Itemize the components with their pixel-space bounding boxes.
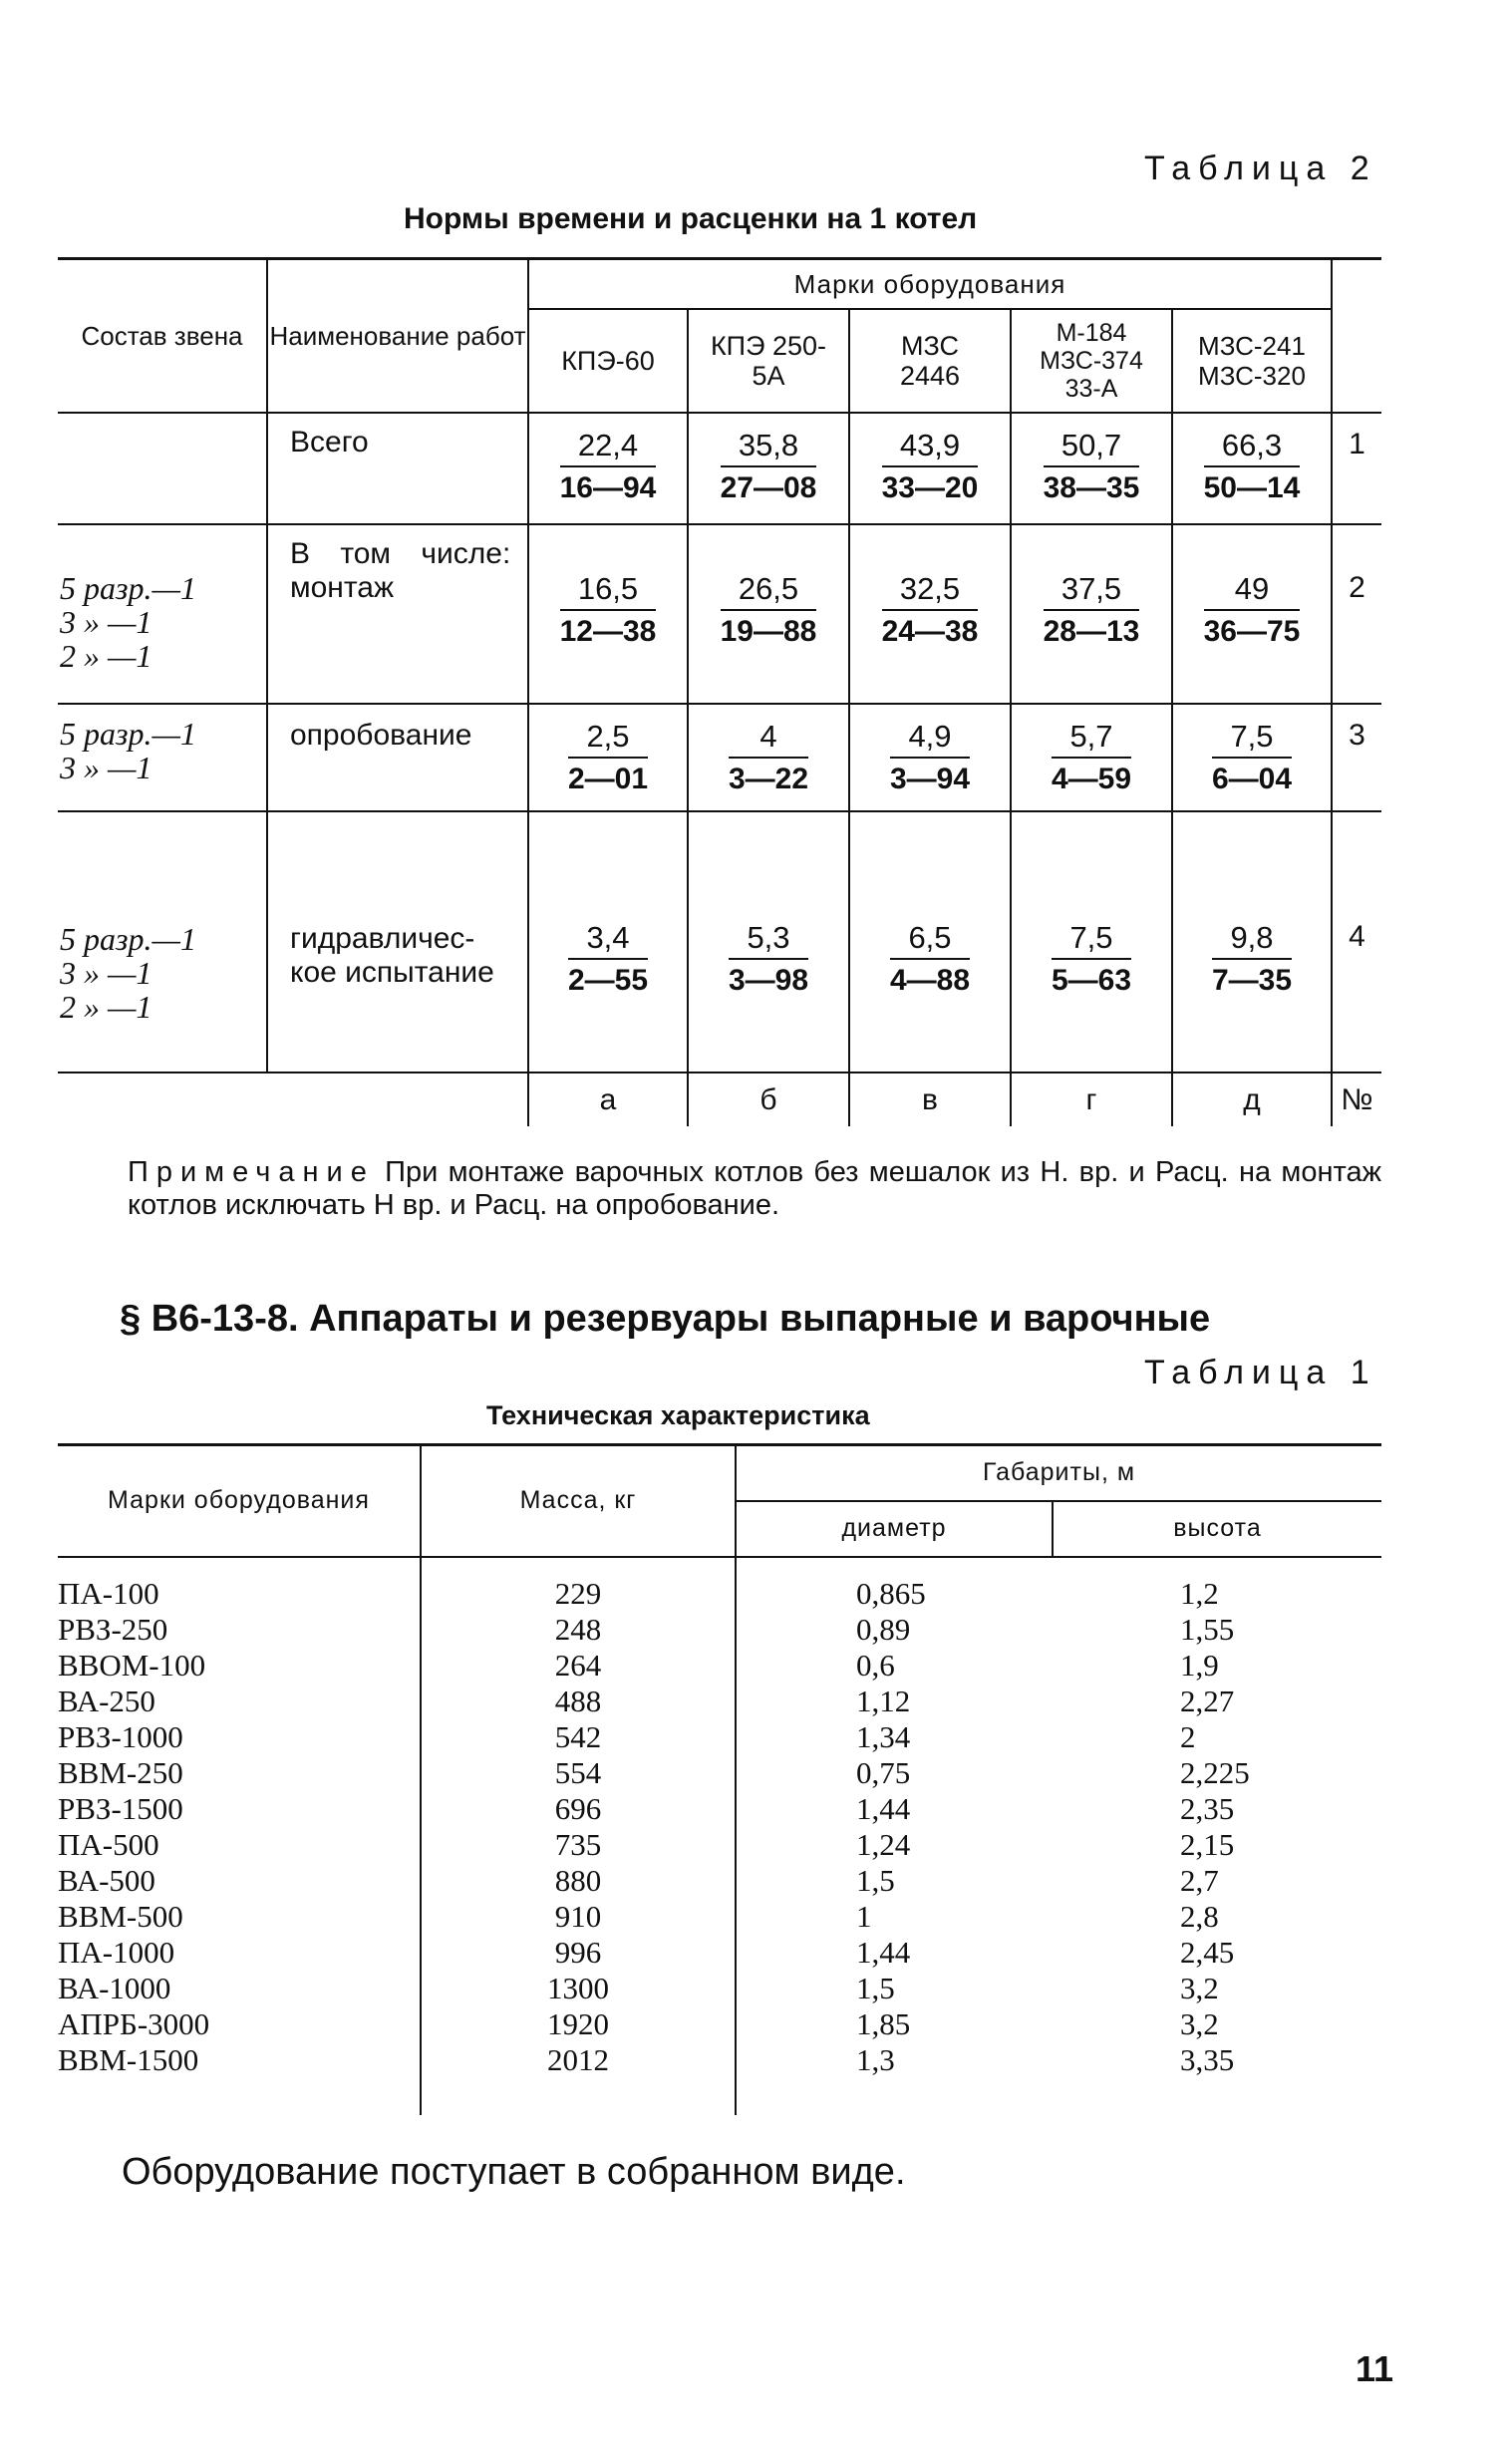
value-cell: $\frac{6,5}{4—88}$ bbox=[849, 811, 1011, 1073]
list-item: 996 bbox=[554, 1934, 602, 1970]
crew-composition: 5 разр.—1 3 » —1 2 » —1 bbox=[58, 524, 267, 704]
list-item: ВВМ-500 bbox=[58, 1898, 183, 1934]
list-item: ВВМ-250 bbox=[58, 1754, 183, 1790]
row-number: 2 bbox=[1349, 571, 1365, 604]
list-item: ВА-500 bbox=[58, 1862, 155, 1898]
list-item: 910 bbox=[554, 1898, 602, 1934]
value-cell: $\frac{66,3}{50—14}$ bbox=[1172, 413, 1332, 524]
list-item: 1300 bbox=[547, 1970, 609, 2005]
list-item: 1,85 bbox=[856, 2005, 911, 2041]
header-brand-1: КПЭ-60 bbox=[528, 309, 688, 413]
value-cell: $\frac{37,5}{28—13}$ bbox=[1011, 524, 1172, 704]
list-item: 1,5 bbox=[856, 1970, 895, 2005]
list-item: 0,6 bbox=[856, 1647, 895, 1683]
list-item: 2,45 bbox=[1180, 1934, 1235, 1970]
note-label: Примечание bbox=[128, 1156, 375, 1188]
list-item: 1,3 bbox=[856, 2041, 895, 2077]
crew-composition: 5 разр.—1 3 » —1 2 » —1 bbox=[58, 811, 267, 1073]
norms-table bbox=[58, 257, 1381, 1126]
list-item: 735 bbox=[554, 1826, 602, 1862]
list-item: 1,44 bbox=[856, 1790, 911, 1826]
list-item: РВЗ-1000 bbox=[58, 1718, 183, 1754]
list-item: 1,5 bbox=[856, 1862, 895, 1898]
header-brand-3: МЗС 2446 bbox=[849, 309, 1011, 413]
value-cell: $\frac{4}{3—22}$ bbox=[688, 704, 849, 811]
value-cell: $\frac{2,5}{2—01}$ bbox=[528, 704, 688, 811]
header-brand-5: МЗС-241 МЗС-320 bbox=[1172, 309, 1332, 413]
work-testing: опробование bbox=[267, 704, 528, 811]
value-cell: $\frac{9,8}{7—35}$ bbox=[1172, 811, 1332, 1073]
column-letter: г bbox=[1011, 1073, 1172, 1126]
page-number: 11 bbox=[1356, 2348, 1394, 2389]
value-cell: $\frac{16,5}{12—38}$ bbox=[528, 524, 688, 704]
list-item: РВЗ-1500 bbox=[58, 1790, 183, 1826]
work-hydraulic-test: гидравличес- кое испытание bbox=[267, 811, 528, 1073]
list-item: 1,44 bbox=[856, 1934, 911, 1970]
list-item: 248 bbox=[554, 1611, 602, 1647]
column-letter: а bbox=[528, 1073, 688, 1126]
list-item: 696 bbox=[554, 1790, 602, 1826]
list-item: 554 bbox=[554, 1754, 602, 1790]
list-item: ПА-500 bbox=[58, 1826, 159, 1862]
row-number: 1 bbox=[1349, 428, 1365, 460]
header-height: высота bbox=[1053, 1501, 1381, 1557]
list-item: ВВОМ-100 bbox=[58, 1647, 206, 1683]
header-mass: Масса, кг bbox=[421, 1445, 736, 1557]
table1-label: Таблица 1 bbox=[1144, 1354, 1377, 1391]
section-title: § В6-13-8. Аппараты и резервуары выпарные и варочные bbox=[120, 1298, 1211, 1340]
number-sign: № bbox=[1341, 1082, 1373, 1116]
tech-specs-table bbox=[58, 1443, 1381, 2115]
list-item: 1,24 bbox=[856, 1826, 911, 1862]
table2-label: Таблица 2 bbox=[1144, 150, 1377, 187]
value-cell: $\frac{32,5}{24—38}$ bbox=[849, 524, 1011, 704]
list-item: 0,75 bbox=[856, 1754, 911, 1790]
table2-title: Нормы времени и расценки на 1 котел bbox=[404, 202, 978, 235]
list-item: ВА-250 bbox=[58, 1683, 155, 1718]
list-item: 3,2 bbox=[1180, 1970, 1219, 2005]
value-cell: $\frac{3,4}{2—55}$ bbox=[528, 811, 688, 1073]
list-item: 2012 bbox=[547, 2041, 609, 2077]
list-item: 1 bbox=[856, 1898, 872, 1934]
list-item: 880 bbox=[554, 1862, 602, 1898]
header-brand-4: М-184 МЗС-374 33-А bbox=[1011, 309, 1172, 413]
row-number: 3 bbox=[1349, 719, 1365, 752]
list-item: ПА-1000 bbox=[58, 1934, 175, 1970]
list-item: 1,55 bbox=[1180, 1611, 1235, 1647]
column-letter: в bbox=[849, 1073, 1011, 1126]
header-work: Наименование работ bbox=[267, 259, 528, 414]
list-item: 3,35 bbox=[1180, 2041, 1235, 2077]
list-item: 1,34 bbox=[856, 1718, 911, 1754]
crew-composition: 5 разр.—1 3 » —1 bbox=[58, 704, 267, 811]
value-cell: $\frac{4,9}{3—94}$ bbox=[849, 704, 1011, 811]
value-cell: $\frac{7,5}{5—63}$ bbox=[1011, 811, 1172, 1073]
header-diameter: диаметр bbox=[736, 1501, 1053, 1557]
list-item: 488 bbox=[554, 1683, 602, 1718]
list-item: 0,865 bbox=[856, 1575, 926, 1611]
list-item: 2,27 bbox=[1180, 1683, 1235, 1718]
value-cell: $\frac{5,7}{4—59}$ bbox=[1011, 704, 1172, 811]
header-dimensions: Габариты, м bbox=[736, 1445, 1381, 1501]
header-brand: Марки оборудования bbox=[58, 1445, 421, 1557]
list-item: 229 bbox=[554, 1575, 602, 1611]
value-cell: $\frac{7,5}{6—04}$ bbox=[1172, 704, 1332, 811]
column-letter: б bbox=[688, 1073, 849, 1126]
list-item: 1920 bbox=[547, 2005, 609, 2041]
note bbox=[128, 1156, 1381, 1222]
list-item: 2,7 bbox=[1180, 1862, 1219, 1898]
value-cell: $\frac{26,5}{19—88}$ bbox=[688, 524, 849, 704]
table1-title: Техническая характеристика bbox=[486, 1400, 870, 1430]
list-item: 3,2 bbox=[1180, 2005, 1219, 2041]
note-text: При монтаже варочных котлов без мешалок из Н. вр. и Расц. на монтаж котлов исключать Н вр. и Расц. на опробование. bbox=[128, 1156, 1381, 1221]
value-cell: $\frac{35,8}{27—08}$ bbox=[688, 413, 849, 524]
list-item: 542 bbox=[554, 1718, 602, 1754]
value-cell: $\frac{43,9}{33—20}$ bbox=[849, 413, 1011, 524]
list-item: 2,35 bbox=[1180, 1790, 1235, 1826]
work-mounting: монтаж bbox=[290, 571, 395, 604]
list-item: РВЗ-250 bbox=[58, 1611, 168, 1647]
value-cell: $\frac{49}{36—75}$ bbox=[1172, 524, 1332, 704]
list-item: ВВМ-1500 bbox=[58, 2041, 199, 2077]
value-cell: $\frac{50,7}{38—35}$ bbox=[1011, 413, 1172, 524]
header-brands-group: Марки оборудования bbox=[528, 259, 1332, 310]
value-cell: $\frac{5,3}{3—98}$ bbox=[688, 811, 849, 1073]
list-item: 1,9 bbox=[1180, 1647, 1219, 1683]
diameter-column bbox=[736, 1557, 1053, 2115]
list-item: 2,225 bbox=[1180, 1754, 1250, 1790]
brands-column bbox=[58, 1557, 421, 2115]
list-item: 0,89 bbox=[856, 1611, 911, 1647]
list-item: ПА-100 bbox=[58, 1575, 159, 1611]
column-letter: д bbox=[1172, 1073, 1332, 1126]
list-item: 1,12 bbox=[856, 1683, 911, 1718]
mass-column bbox=[421, 1557, 736, 2115]
list-item: 264 bbox=[554, 1647, 602, 1683]
list-item: 2,8 bbox=[1180, 1898, 1219, 1934]
closing-text: Оборудование поступает в собранном виде. bbox=[122, 2151, 906, 2193]
height-column bbox=[1053, 1557, 1381, 2115]
list-item: ВА-1000 bbox=[58, 1970, 171, 2005]
work-including: В том числе: bbox=[290, 537, 511, 570]
work-total: Всего bbox=[267, 413, 528, 524]
list-item: 2 bbox=[1180, 1718, 1196, 1754]
list-item: 2,15 bbox=[1180, 1826, 1235, 1862]
list-item: 1,2 bbox=[1180, 1575, 1219, 1611]
row-number: 4 bbox=[1349, 920, 1365, 953]
list-item: АПРБ-3000 bbox=[58, 2005, 210, 2041]
header-crew: Состав звена bbox=[58, 259, 267, 414]
header-brand-2: КПЭ 250-5А bbox=[688, 309, 849, 413]
value-cell: $\frac{22,4}{16—94}$ bbox=[528, 413, 688, 524]
